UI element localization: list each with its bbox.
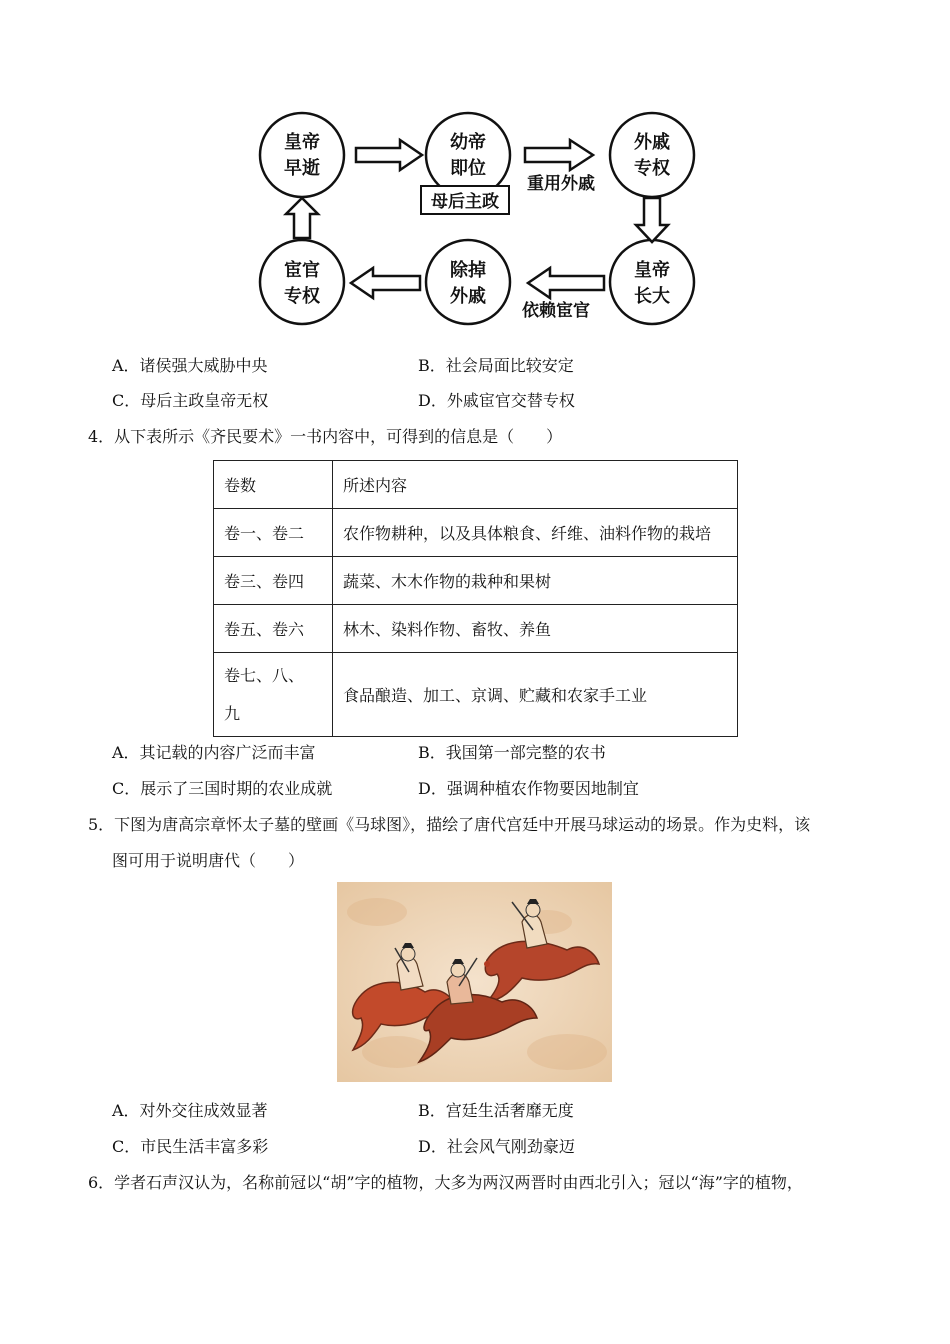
q3-option-a[interactable]: A．诸侯强大威胁中央 (112, 356, 268, 375)
arrow-right-1 (356, 140, 422, 170)
table-cell: 卷五、卷六 (214, 605, 333, 653)
arrow-up (286, 198, 318, 238)
table-cell: 蔬菜、木木作物的栽种和果树 (333, 557, 738, 605)
node-remove-consort-clan (426, 240, 510, 324)
q4-option-b[interactable]: B．我国第一部完整的农书 (418, 743, 606, 762)
node-emperor-grows (610, 240, 694, 324)
q5-stem-line1: 5．下图为唐高宗章怀太子墓的壁画《马球图》，描绘了唐代宫廷中开展马球运动的场景。作为史料，该 (88, 815, 811, 834)
table-cell: 农作物耕种，以及具体粮食、纤维、油料作物的栽培 (333, 509, 738, 557)
q5-stem-line2: 图可用于说明唐代（ ） (112, 851, 305, 870)
q3-option-b[interactable]: B．社会局面比较安定 (418, 356, 574, 375)
svg-text:长大: 长大 (634, 286, 670, 307)
polo-ball (484, 961, 490, 967)
table-cell: 卷三、卷四 (214, 557, 333, 605)
table-cell: 食品酿造、加工、京调、贮藏和农家手工业 (333, 653, 738, 737)
node-eunuch-power (260, 240, 344, 324)
q6-stem-line1: 6．学者石声汉认为，名称前冠以“胡”字的植物，大多为两汉两晋时由西北引入；冠以“海”字的植物， (88, 1173, 803, 1192)
q4-option-c[interactable]: C．展示了三国时期的农业成就 (112, 779, 333, 798)
table-cell: 林木、染料作物、畜牧、养鱼 (333, 605, 738, 653)
svg-text:即位: 即位 (450, 158, 486, 179)
svg-text:专权: 专权 (634, 158, 670, 179)
table-header-row (214, 461, 738, 509)
table-row (214, 605, 738, 653)
q5-option-d[interactable]: D．社会风气刚劲豪迈 (418, 1137, 575, 1156)
svg-text:外戚: 外戚 (634, 132, 670, 153)
arrow-right-2 (525, 140, 593, 170)
table-row (214, 557, 738, 605)
table-cell-line: 卷七、八、 (224, 665, 305, 685)
svg-text:外戚: 外戚 (450, 286, 486, 307)
q3-option-d[interactable]: D．外戚宦官交替专权 (418, 391, 575, 410)
edge-label-eunuch: 依赖宦官 (522, 301, 590, 321)
table-cell-line: 九 (224, 703, 241, 723)
svg-text:母后主政: 母后主政 (431, 192, 499, 212)
svg-text:宦官: 宦官 (284, 260, 320, 281)
node-emperor-dies (260, 113, 344, 197)
q4-option-a[interactable]: A．其记载的内容广泛而丰富 (112, 743, 316, 762)
qimin-yaoshu-table (213, 460, 738, 737)
arrow-left-1 (528, 268, 604, 298)
node-consort-clan-power (610, 113, 694, 197)
polo-mural-image (337, 882, 612, 1082)
table-cell (214, 653, 333, 737)
table-header: 所述内容 (333, 461, 738, 509)
table-header: 卷数 (214, 461, 333, 509)
q5-option-b[interactable]: B．宫廷生活奢靡无度 (418, 1101, 574, 1120)
arrow-down (636, 198, 668, 242)
svg-text:除掉: 除掉 (450, 260, 486, 281)
svg-text:专权: 专权 (284, 286, 320, 307)
q3-option-c[interactable]: C．母后主政皇帝无权 (112, 391, 269, 410)
box-empress-regency (421, 186, 509, 214)
q4-option-d[interactable]: D．强调种植农作物要因地制宜 (418, 779, 639, 798)
node-child-emperor (426, 113, 510, 197)
arrow-left-2 (351, 268, 420, 298)
q5-option-c[interactable]: C．市民生活丰富多彩 (112, 1137, 269, 1156)
table-cell: 卷一、卷二 (214, 509, 333, 557)
svg-text:皇帝: 皇帝 (634, 260, 670, 281)
edge-label-consort-clan: 重用外戚 (527, 174, 595, 194)
table-row (214, 653, 738, 737)
history-cycle-diagram (250, 110, 700, 330)
svg-text:幼帝: 幼帝 (450, 132, 486, 153)
svg-text:皇帝: 皇帝 (284, 132, 320, 153)
q4-stem: 4．从下表所示《齐民要术》一书内容中，可得到的信息是（ ） (88, 427, 563, 446)
q5-option-a[interactable]: A．对外交往成效显著 (112, 1101, 268, 1120)
table-row (214, 509, 738, 557)
svg-text:早逝: 早逝 (284, 158, 320, 179)
